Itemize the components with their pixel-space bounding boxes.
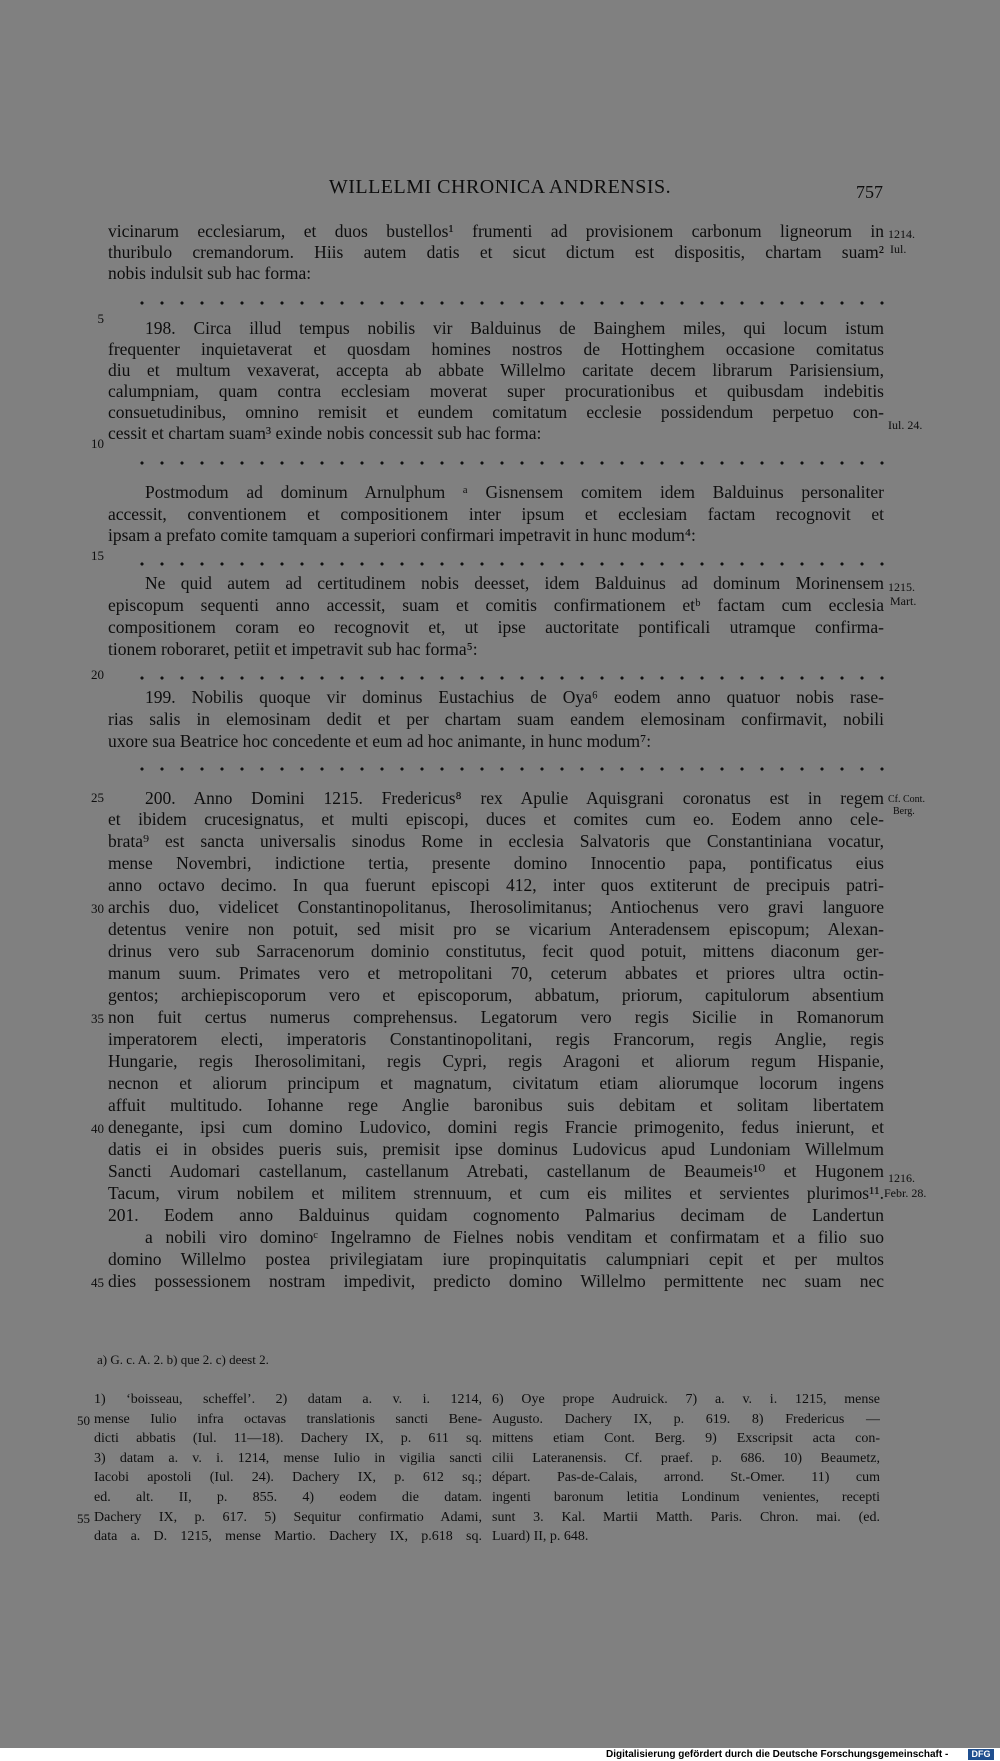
ellipsis-dots	[132, 460, 884, 466]
footnote-line: mense Iulio infra octavas translationis sancti Bene-	[94, 1411, 482, 1427]
text-line: domino Willelmo postea privilegiatam iure propinquitatis calumpniari cepit et per multos	[108, 1249, 884, 1269]
text-line: ipsam a prefato comite tamquam a superiori confirmari impetravit in hunc modum⁴:	[108, 525, 696, 545]
line-number: 25	[91, 790, 104, 805]
text-line: dies possessionem nostram impedivit, predicto domino Willelmo permittente nec suam nec	[108, 1271, 884, 1291]
text-line: brata⁹ est sancta universalis sinodus Rome in ecclesia Salvatoris que Constantiniana vocatur,	[108, 831, 884, 851]
text-line: tionem roboraret, petiit et impetravit sub hac forma⁵:	[108, 639, 478, 659]
margin-date: 1215.	[888, 580, 915, 594]
text-line: 198. Circa illud tempus nobilis vir Balduinus de Bainghem miles, qui locum istum	[145, 318, 884, 338]
text-line: rias salis in elemosinam dedit et per chartam suam eandem elemosinam confirmavit, nobili	[108, 709, 884, 729]
text-line: detentus venire non potuit, sed misit pro se vicarium Anteradensem episcopum; Alexan-	[108, 919, 884, 939]
text-line: vicinarum ecclesiarum, et duos bustellos¹ frumenti ad provisionem carbonum ligneorum in	[108, 221, 884, 241]
text-line: diu et multum vexaverat, accepta ab abbate Willelmo caritate decem librarum Parisiensium,	[108, 360, 884, 380]
text-line: denegante, ipsi cum domino Ludovico, domini regis Francie primogenito, fedus inierunt, et	[108, 1117, 884, 1137]
footnote-line: 6) Oye prope Audruick. 7) a. v. i. 1215, mense	[492, 1392, 880, 1407]
text-line: 199. Nobilis quoque vir dominus Eustachius de Oya⁶ eodem anno quatuor nobis rase-	[145, 687, 884, 707]
text-line: a nobili viro dominoᶜ Ingelramno de Fielnes nobis venditam et confirmatam et a filio suo	[145, 1227, 884, 1247]
footnotes-left-column	[94, 1390, 482, 1547]
text-line: accessit, conventionem et compositionem inter ipsum et ecclesiam factam recognovit et	[108, 504, 884, 524]
text-line: consuetudinibus, omnino remisit et eundem comitatum ecclesie possidendum perpetuo con-	[108, 402, 884, 422]
line-number: 20	[91, 667, 104, 682]
text-line: 200. Anno Domini 1215. Fredericus⁸ rex Apulie Aquisgrani coronatus est in regem	[145, 788, 884, 808]
margin-date: Iul.	[890, 242, 907, 256]
page-number: 757	[856, 182, 883, 202]
footnote-line: mittens etiam Cont. Berg. 9) Exscripsit acta con-	[492, 1431, 880, 1447]
text-line: anno octavo decimo. In qua fuerunt episcopi 412, inter quos extiterunt de precipuis patri-	[108, 875, 884, 895]
footnote-line: sunt 3. Kal. Martii Matth. Paris. Chron. mai. (ed.	[492, 1509, 880, 1525]
text-line: archis duo, videlicet Constantinopolitanus, Iherosolimitanus; Antiochenus vero gravi languore	[108, 897, 884, 917]
critical-apparatus: a) G. c. A. 2. b) que 2. c) deest 2.	[97, 1352, 269, 1367]
footnote-line: Augusto. Dachery IX, p. 619. 8) Fredericus —	[492, 1411, 880, 1427]
footnotes-right-column	[492, 1390, 880, 1547]
ellipsis-dots	[132, 300, 884, 306]
text-line: Ne quid autem ad certitudinem nobis deesset, idem Balduinus ad dominum Morinensem	[145, 573, 884, 593]
text-line: datis ei in obsides pueris suis, premisit ipse dominus Ludovicus apud Lundoniam Willelmum	[108, 1139, 884, 1159]
ellipsis-dots	[132, 675, 884, 681]
line-number: 10	[91, 436, 104, 451]
line-number: 5	[97, 311, 104, 326]
text-line: drinus vero sub Sarracenorum dominio constitutus, fecit quod potuit, mittens diaconum ger-	[108, 941, 884, 961]
footnote-line: Dachery IX, p. 617. 5) Sequitur confirmatio Adami,	[94, 1509, 482, 1525]
footnote-line: Iacobi apostoli (Iul. 24). Dachery IX, p. 612 sq.;	[94, 1470, 482, 1486]
text-line: frequenter inquietaverat et quosdam homines nostros de Hottinghem occasione comitatus	[108, 339, 884, 359]
footnote-line: ed. alt. II, p. 855. 4) eodem die datam.	[94, 1489, 482, 1505]
running-title: WILLELMI CHRONICA ANDRENSIS.	[328, 176, 672, 198]
line-number: 45	[91, 1275, 104, 1290]
line-number: 35	[91, 1011, 104, 1026]
text-line: mense Novembri, indictione tertia, presente domino Innocentio papa, pontificatus eius	[108, 853, 884, 873]
text-line: non fuit certus numerus comprehensus. Legatorum vero regis Sicilie in Romanorum	[108, 1007, 884, 1027]
text-line: calumpniam, quam contra ecclesiam moverat super procurationibus et quibusdam indebitis	[108, 381, 884, 401]
footnote-line: départ. Pas-de-Calais, arrond. St.-Omer. 11) cum	[492, 1470, 880, 1486]
text-line: affuit multitudo. Iohanne rege Anglie baronibus suis debitam et solitam libertatem	[108, 1095, 884, 1115]
text-line: Hungarie, regis Iherosolimitani, regis Cypri, regis Aragoni et aliorum regum Hispanie,	[108, 1051, 884, 1071]
margin-reference: Cf. Cont.	[888, 794, 925, 805]
text-line: Postmodum ad dominum Arnulphum ᵃ Gisnensem comitem idem Balduinus personaliter	[145, 482, 884, 502]
margin-date: Iul. 24.	[888, 418, 923, 432]
margin-reference: Berg.	[893, 806, 915, 817]
footnote-line: cilii Lateranensis. Cf. praef. p. 686. 10) Beaumetz,	[492, 1450, 880, 1466]
ellipsis-dots	[132, 561, 884, 567]
margin-date: 1214.	[888, 227, 915, 241]
text-line: gentos; archiepiscoporum vero et episcoporum, abbatum, priorum, capitulorum absentium	[108, 985, 884, 1005]
text-line: necnon et aliorum principum et magnatum, civitatum etiam aliorumque locorum ingens	[108, 1073, 884, 1093]
margin-date: 1216.	[888, 1171, 915, 1185]
text-line: 201. Eodem anno Balduinus quidam cognomento Palmarius decimam de Landertun	[108, 1205, 884, 1225]
footnote-line: ingenti baronum letitia Londinum venientes, recepti	[492, 1489, 880, 1505]
footnote-line: dicti abbatis (Iul. 11—18). Dachery IX, p. 611 sq.	[94, 1431, 482, 1447]
footnote-line: 3) datam a. v. i. 1214, mense Iulio in vigilia sancti	[94, 1450, 482, 1466]
dfg-logo: DFG	[968, 1749, 994, 1760]
ellipsis-dots	[132, 766, 884, 772]
text-line: Tacum, virum nobilem et militem strennuum, et cum eis milites et servientes plurimos¹¹.	[108, 1183, 884, 1203]
text-line: compositionem coram eo recognovit et, ut ipse auctoritate pontificali utramque confirma-	[108, 617, 884, 637]
text-line: episcopum sequenti anno accessit, suam et comitis confirmationem etᵇ factam cum ecclesia	[108, 595, 884, 615]
footnote-line: 1) ‘boisseau, scheffel’. 2) datam a. v. i. 1214,	[94, 1392, 482, 1407]
text-line: uxore sua Beatrice hoc concedente et eum ad hoc animante, in hunc modum⁷:	[108, 731, 652, 751]
text-line: imperatorem electi, imperatoris Constantinopolitani, regis Francorum, regis Anglie, regis	[108, 1029, 884, 1049]
text-line: cessit et chartam suam³ exinde nobis concessit sub hac forma:	[108, 423, 542, 443]
text-line: manum suum. Primates vero et metropolitani 70, ceterum abbates et priores ultra octin-	[108, 963, 884, 983]
funding-notice: Digitalisierung gefördert durch die Deutsche Forschungsgemeinschaft -	[606, 1749, 949, 1760]
text-line: nobis indulsit sub hac forma:	[108, 263, 312, 283]
footnote-line: Luard) II, p. 648.	[492, 1529, 589, 1545]
footnote-line: data a. D. 1215, mense Martio. Dachery IX, p.618 sq.	[94, 1529, 482, 1545]
footnote-line-number: 50	[77, 1413, 90, 1428]
line-number: 40	[91, 1121, 104, 1136]
margin-date: Febr. 28.	[884, 1186, 927, 1200]
line-number: 15	[91, 548, 104, 563]
margin-date: Mart.	[890, 594, 917, 608]
line-number: 30	[91, 901, 104, 916]
text-line: Sancti Audomari castellanum, castellanum Atrebati, castellanum de Beaumeis¹⁰ et Hugonem	[108, 1161, 884, 1181]
text-line: et ibidem crucesignatus, et multi episcopi, duces et comites cum eo. Eodem anno cele-	[108, 809, 884, 829]
footnote-line-number: 55	[77, 1511, 90, 1526]
text-line: thuribulo cremandorum. Hiis autem datis et sicut dictum est dispositis, chartam suam²	[108, 242, 884, 262]
